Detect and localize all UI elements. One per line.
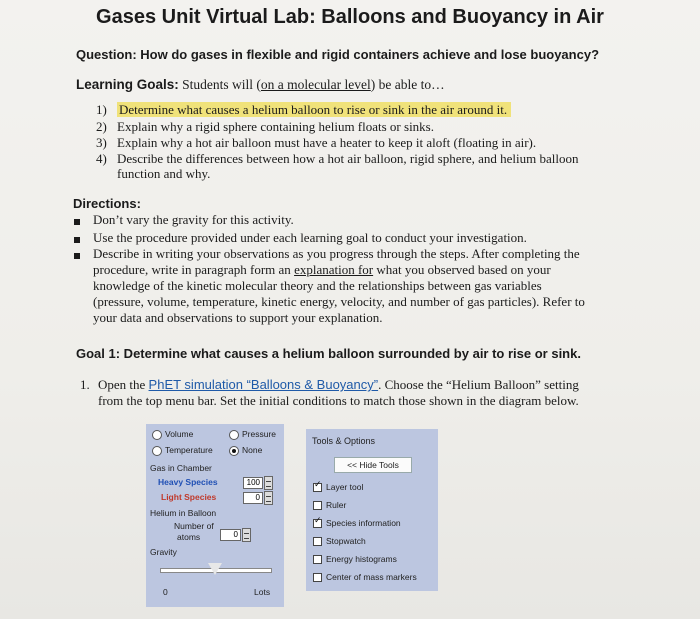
direction-1: Don’t vary the gravity for this activity. [93, 212, 294, 227]
direction-3-line1: Describe in writing your observations as you progress through the steps. After completing the [93, 246, 580, 261]
radio-circle-selected [229, 446, 239, 456]
directions-heading: Directions: [73, 196, 141, 211]
radio-volume[interactable] [152, 429, 193, 440]
heavy-species-stepper[interactable] [264, 476, 273, 490]
gravity-max-label: Lots [254, 587, 271, 597]
learning-goals-heading [76, 77, 445, 93]
light-species-label: Light Species [161, 492, 217, 502]
tools-options-panel [306, 429, 438, 591]
goal-number: 1) [96, 102, 107, 117]
phet-simulation-link[interactable]: PhET simulation “Balloons & Buoyancy” [148, 377, 379, 392]
radio-pressure[interactable] [229, 429, 276, 440]
goal-text: Explain why a rigid sphere containing helium floats or sinks. [117, 119, 434, 134]
tool-option-label: Ruler [326, 500, 347, 510]
helium-in-balloon-label: Helium in Balloon [150, 508, 217, 518]
number-of-atoms-label-1: Number of [174, 521, 214, 531]
direction-text: procedure, write in paragraph form an [93, 262, 295, 277]
radio-circle [229, 430, 239, 440]
direction-underline: explanation for [294, 262, 374, 277]
step-1-line1 [98, 377, 579, 393]
step-text: Open the [98, 377, 149, 392]
hide-tools-button[interactable]: << Hide Tools [334, 457, 412, 473]
checkbox-unchecked[interactable] [313, 573, 322, 582]
tool-option-label: Energy histograms [326, 554, 397, 564]
step-number: 1. [80, 377, 90, 392]
learning-goals-intro: Students will ( [178, 77, 261, 92]
heavy-species-input[interactable]: 100 [243, 477, 263, 489]
checkbox-unchecked[interactable] [313, 501, 322, 510]
direction-2: Use the procedure provided under each learning goal to conduct your investigation. [93, 230, 527, 245]
goal-text: Describe the differences between how a hot air balloon, rigid sphere, and helium balloon [117, 151, 579, 166]
learning-goals-underline: on a molecular level [260, 77, 371, 92]
tool-option-label: Stopwatch [326, 536, 366, 546]
radio-circle [152, 446, 162, 456]
learning-goals-label: Learning Goals: [76, 77, 179, 92]
goal-text: Explain why a hot air balloon must have a heater to keep it aloft (floating in air). [117, 135, 537, 150]
gas-in-chamber-label: Gas in Chamber [150, 463, 212, 473]
goal-item-4-cont: function and why. [117, 166, 211, 181]
direction-text: what you observed based on your [373, 262, 551, 277]
tool-option-label: Center of mass markers [326, 572, 417, 582]
direction-3-line4: (pressure, volume, temperature, kinetic energy, velocity, and number of gas particles). Refer to [93, 294, 585, 309]
bullet-icon [74, 253, 80, 259]
atoms-input[interactable]: 0 [220, 529, 241, 541]
radio-circle [152, 430, 162, 440]
checkbox-checked[interactable] [313, 519, 322, 528]
radio-temperature[interactable] [152, 445, 213, 456]
gravity-slider-thumb[interactable] [208, 563, 222, 575]
radio-none[interactable] [229, 445, 262, 456]
radio-label: Pressure [242, 429, 277, 439]
goal-number: 2) [96, 119, 107, 134]
tool-option-label: Species information [326, 518, 401, 528]
checkbox-checked[interactable] [313, 483, 322, 492]
radio-label: Volume [165, 429, 194, 439]
learning-goals-end: ) be able to… [370, 77, 445, 92]
gravity-min-label: 0 [163, 587, 168, 597]
radio-label: Temperature [165, 445, 213, 455]
direction-3-line5: your data and observations to support your explanation. [93, 310, 383, 325]
step-1-line2: from the top menu bar. Set the initial conditions to match those shown in the diagram below. [98, 393, 579, 408]
light-species-input[interactable]: 0 [243, 492, 263, 504]
goal1-heading: Goal 1: Determine what causes a helium balloon surrounded by air to rise or sink. [76, 346, 581, 361]
goal-number: 3) [96, 135, 107, 150]
goal-number: 4) [96, 151, 107, 166]
direction-3-line2 [93, 262, 551, 278]
page-title: Gases Unit Virtual Lab: Balloons and Buoyancy in Air [96, 6, 604, 28]
bullet-icon [74, 219, 80, 225]
checkbox-unchecked[interactable] [313, 537, 322, 546]
checkbox-unchecked[interactable] [313, 555, 322, 564]
goal-text-highlighted: Determine what causes a helium balloon to rise or sink in the air around it. [117, 102, 511, 117]
gravity-label: Gravity [150, 547, 177, 557]
heavy-species-label: Heavy Species [158, 477, 218, 487]
tools-options-title: Tools & Options [312, 436, 376, 446]
number-of-atoms-label-2: atoms [177, 532, 201, 542]
tool-option-label: Layer tool [326, 482, 364, 492]
bullet-icon [74, 237, 80, 243]
direction-3-line3: knowledge of the kinetic molecular theory and the relationships between gas variables [93, 278, 542, 293]
atoms-stepper[interactable] [242, 528, 251, 542]
light-species-stepper[interactable] [264, 491, 273, 505]
question: Question: How do gases in flexible and rigid containers achieve and lose buoyancy? [76, 47, 600, 62]
radio-label: None [242, 445, 263, 455]
step-text: . Choose the “Helium Balloon” setting [378, 377, 579, 392]
